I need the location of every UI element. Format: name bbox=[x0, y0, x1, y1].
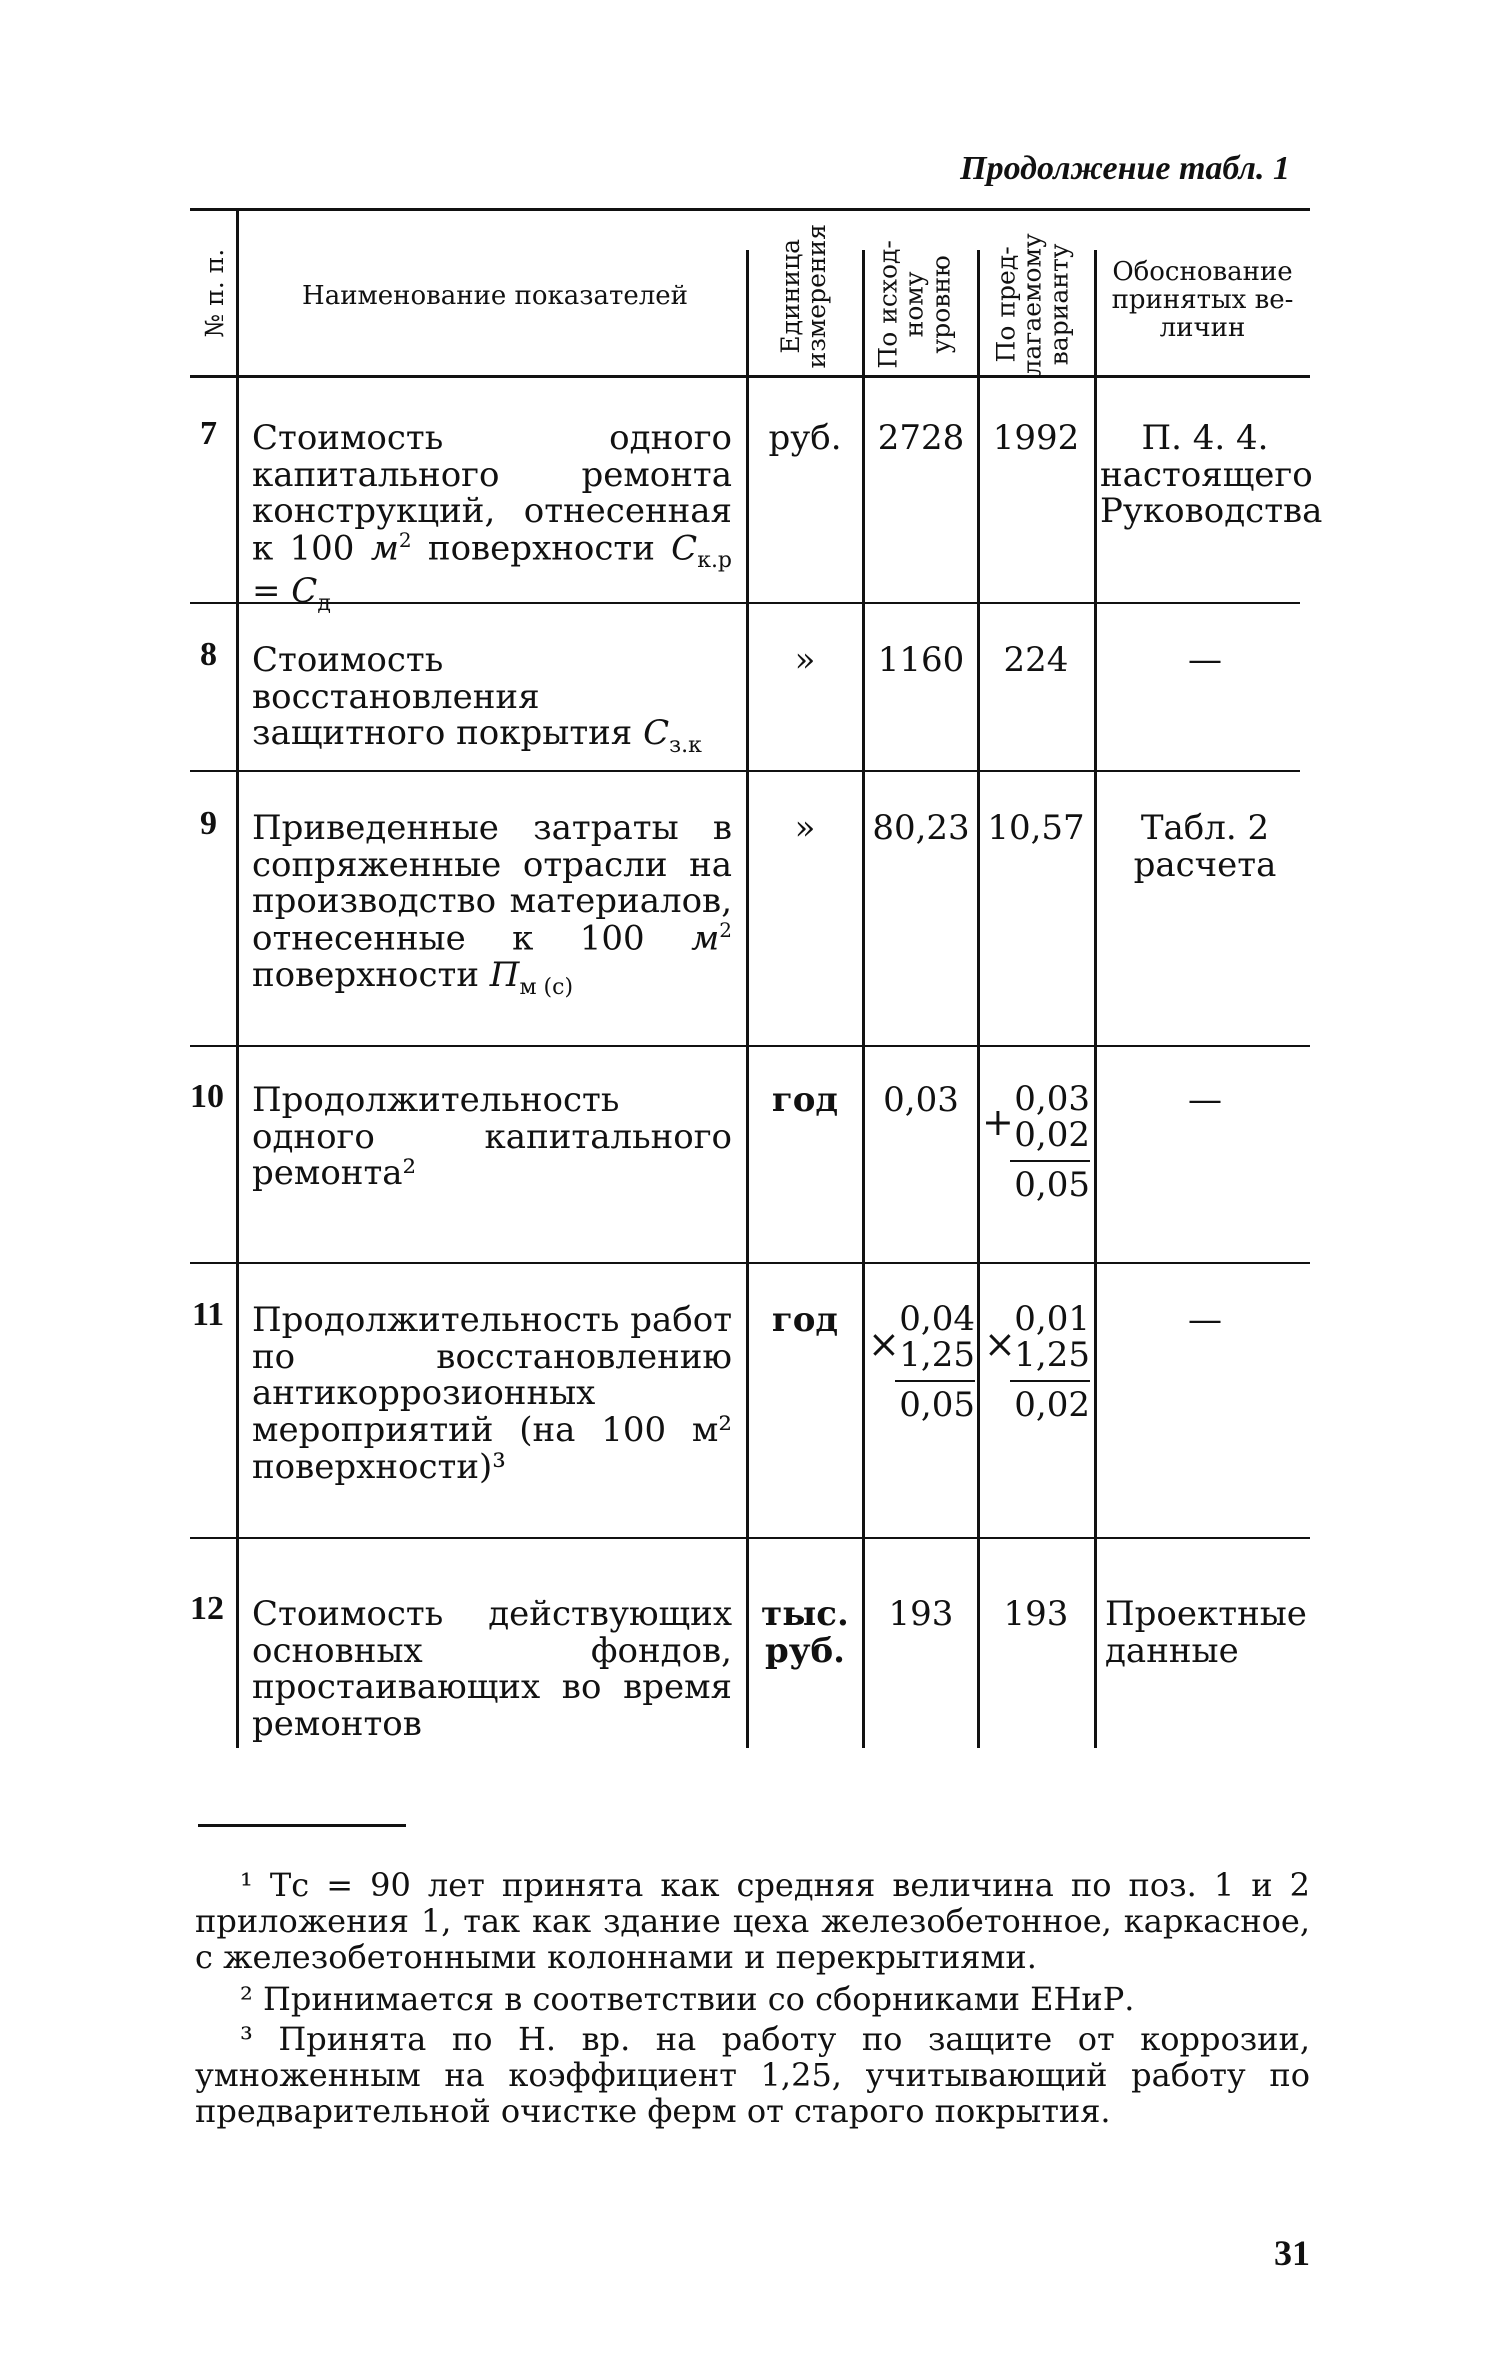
header-proposed: По пред-лагаемому варианту bbox=[991, 233, 1074, 376]
row-number: 11 bbox=[192, 1296, 225, 1333]
row-unit: » bbox=[794, 640, 816, 680]
row-number: 7 bbox=[200, 415, 217, 452]
row-separator bbox=[190, 1045, 1310, 1047]
row-separator bbox=[190, 1262, 1310, 1264]
row-unit: тыс. руб. bbox=[761, 1594, 849, 1671]
column-rule bbox=[977, 250, 980, 1748]
row-basis: Табл. 2 расчета bbox=[1133, 808, 1277, 885]
row-proposed-b: 1,25 bbox=[1014, 1335, 1090, 1375]
header-num: № п. п. bbox=[199, 248, 229, 338]
row-name: Стоимость действующих основных фондов, простаивающих во время ремонтов bbox=[252, 1594, 732, 1745]
header-name: Наименование показателей bbox=[302, 281, 688, 311]
header-bottom-rule bbox=[190, 375, 1310, 378]
row-separator bbox=[190, 1537, 1310, 1539]
header-unit: Единица измерения bbox=[775, 224, 831, 369]
multiply-icon: × bbox=[984, 1322, 1016, 1366]
footnote: ² Принимается в соответствии со сборниками ЕНиР. bbox=[240, 1980, 1135, 2018]
row-proposed: 10,57 bbox=[987, 808, 1085, 848]
row-separator bbox=[190, 770, 1300, 772]
column-rule bbox=[1094, 250, 1097, 1748]
row-base-b: 1,25 bbox=[899, 1335, 975, 1375]
row-basis: — bbox=[1188, 1300, 1222, 1340]
row-number: 12 bbox=[190, 1590, 224, 1627]
page-number: 31 bbox=[1274, 2233, 1310, 2273]
row-name: Стоимость одного капитального ремонта конструкций, отнесенная к 100 $м^2$ поверхности $С_{к.р} = С_д$ bbox=[252, 418, 733, 616]
row-proposed: 193 bbox=[1003, 1594, 1069, 1634]
row-name: Продолжительность работ по восстановлению антикоррозионных мероприятий (на 100 м² поверхности)³ bbox=[252, 1300, 732, 1487]
column-rule bbox=[236, 208, 239, 1748]
row-basis: — bbox=[1188, 1080, 1222, 1120]
row-proposed-b: 0,02 bbox=[1014, 1115, 1090, 1155]
column-rule bbox=[746, 250, 749, 1748]
row-base: 193 bbox=[888, 1594, 954, 1634]
table-caption: Продолжение табл. 1 bbox=[960, 150, 1290, 187]
row-number: 10 bbox=[190, 1078, 224, 1115]
row-number: 8 bbox=[200, 636, 217, 673]
row-proposed-a: 0,03 bbox=[1014, 1079, 1090, 1119]
row-unit: год bbox=[771, 1080, 839, 1120]
footnote: ¹ Тс = 90 лет принята как средняя величина по поз. 1 и 2 приложения 1, так как здание цеха железобетонное, каркасное, с железобетонными колоннами и перекрытиями. bbox=[195, 1866, 1310, 1976]
row-proposed: 1992 bbox=[992, 418, 1080, 458]
row-base: 2728 bbox=[877, 418, 965, 458]
row-proposed-sum: 0,05 bbox=[1010, 1160, 1090, 1204]
row-unit: » bbox=[794, 808, 816, 848]
table-top-rule bbox=[190, 208, 1310, 211]
row-name: Стоимость восстановления защитного покрытия $С_{з.к}$ bbox=[252, 640, 702, 759]
row-proposed: 224 bbox=[1003, 640, 1069, 680]
row-name: Продолжительность одного капитального ремонта² bbox=[252, 1080, 732, 1194]
row-basis: — bbox=[1188, 640, 1222, 680]
row-proposed-a: 0,01 bbox=[1014, 1299, 1090, 1339]
row-unit: руб. bbox=[768, 418, 842, 458]
row-base: 0,03 bbox=[883, 1080, 959, 1120]
column-rule bbox=[862, 250, 865, 1748]
row-name: Приведенные затраты в сопряженные отрасли на производство материалов, отнесенные к 100 $м^2$ поверхности $П_{м (с)}$ bbox=[252, 808, 732, 1000]
row-unit: год bbox=[771, 1300, 839, 1340]
multiply-icon: × bbox=[868, 1322, 900, 1366]
header-basis: Обоснование принятых ве-личин bbox=[1111, 257, 1294, 344]
row-base: 1160 bbox=[877, 640, 965, 680]
row-base-sum: 0,05 bbox=[895, 1380, 975, 1424]
footnote: ³ Принята по Н. вр. на работу по защите от коррозии, умноженным на коэффициент 1,25, учитывающий работу по предварительной очистке ферм от старого покрытия. bbox=[195, 2020, 1310, 2130]
footnote-rule bbox=[198, 1824, 406, 1827]
row-base-a: 0,04 bbox=[899, 1299, 975, 1339]
row-basis: П. 4. 4. настоящего Руководства bbox=[1100, 418, 1323, 532]
plus-icon: + bbox=[982, 1100, 1014, 1144]
row-number: 9 bbox=[200, 805, 217, 842]
row-proposed-sum: 0,02 bbox=[1010, 1380, 1090, 1424]
row-base: 80,23 bbox=[872, 808, 970, 848]
header-base: По исход-ному уровню bbox=[873, 240, 956, 369]
row-basis: Проектные данные bbox=[1105, 1594, 1307, 1671]
